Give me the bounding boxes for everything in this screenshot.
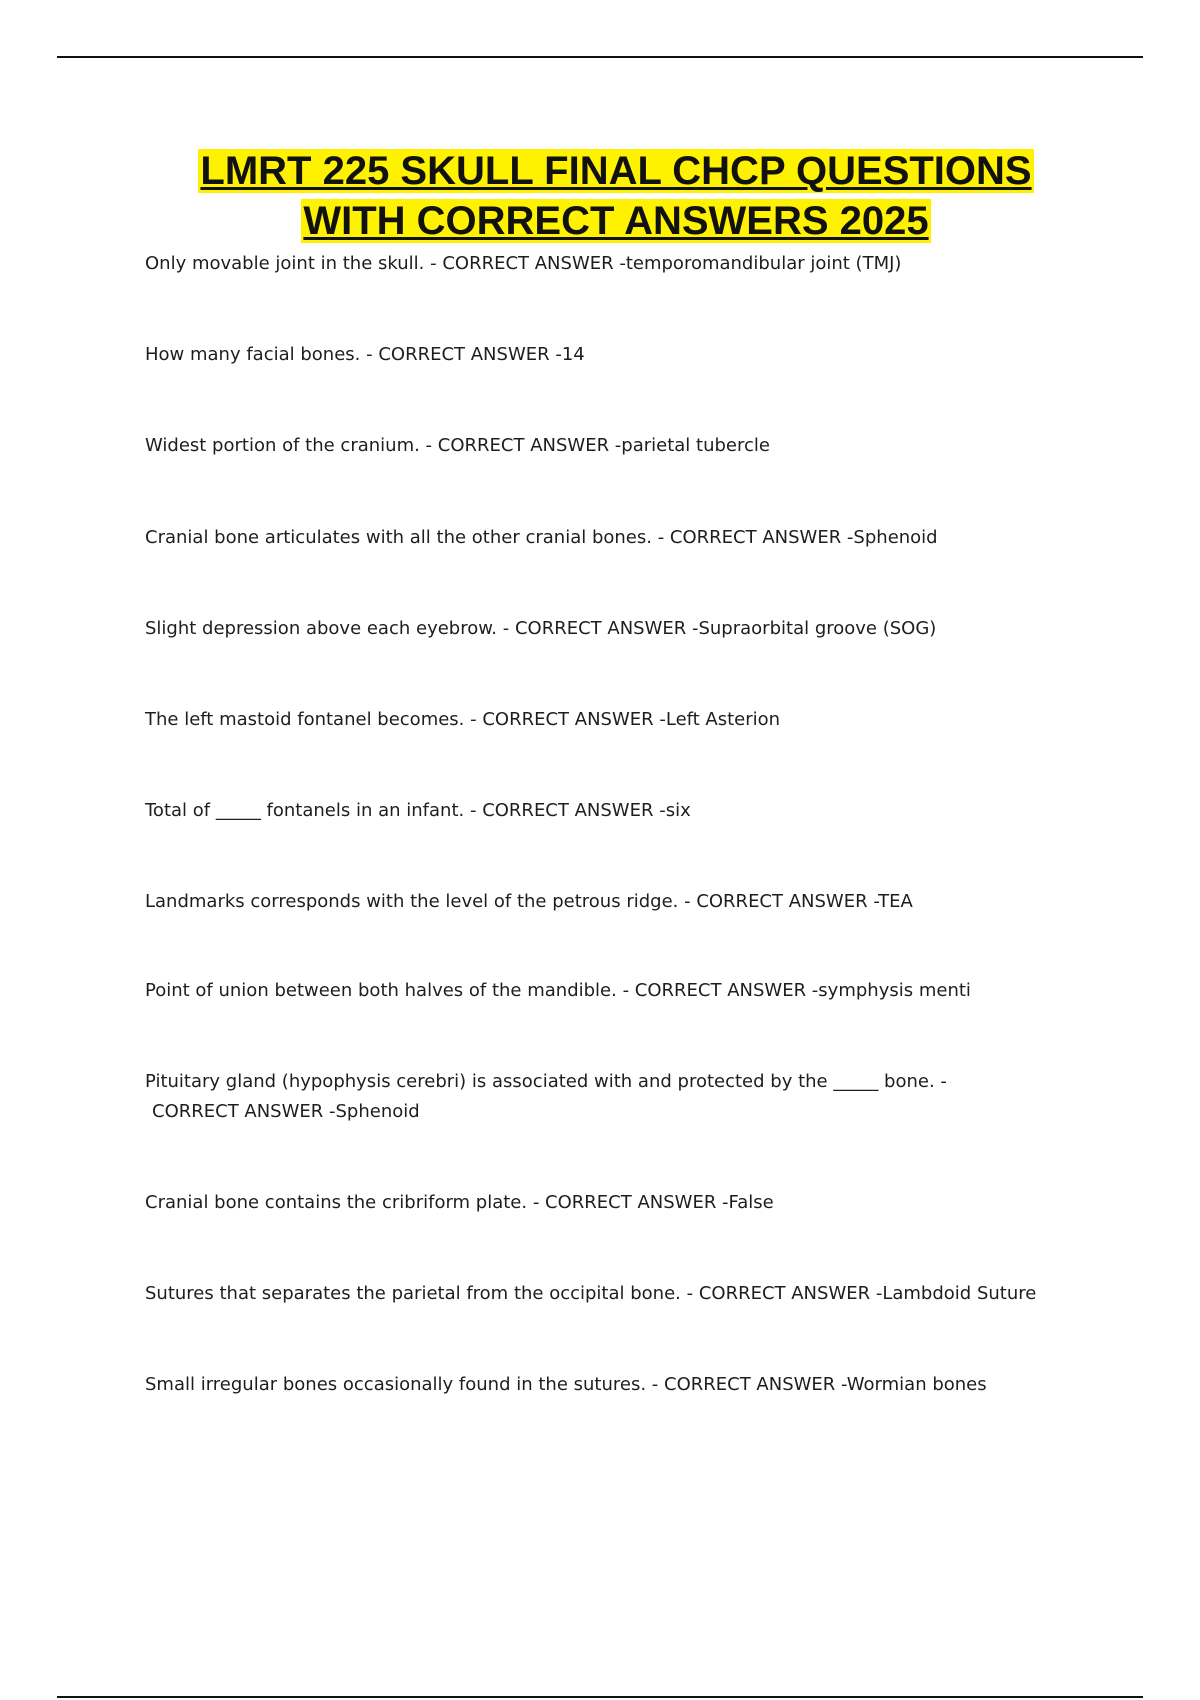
answer-text: CORRECT ANSWER -Sphenoid <box>152 1101 420 1122</box>
question-text: Point of union between both halves of the mandible. - <box>145 980 635 1001</box>
answer-text: CORRECT ANSWER -Sphenoid <box>669 527 938 548</box>
question-text: Widest portion of the cranium. - <box>145 435 438 456</box>
qa-item <box>145 976 1085 1006</box>
qa-item <box>145 523 1085 553</box>
answer-text: CORRECT ANSWER -Wormian bones <box>664 1374 987 1395</box>
question-text: Slight depression above each eyebrow. - <box>145 618 515 639</box>
answer-text: CORRECT ANSWER -Lambdoid Suture <box>698 1283 1037 1304</box>
answer-text: CORRECT ANSWER -TEA <box>696 891 913 912</box>
qa-item <box>145 1188 1085 1218</box>
qa-item <box>145 1279 1085 1309</box>
answer-text: CORRECT ANSWER -temporomandibular joint (TMJ) <box>442 253 902 274</box>
qa-item <box>145 796 1085 826</box>
qa-item <box>145 1067 1085 1127</box>
qa-item <box>145 887 1085 917</box>
answer-text: CORRECT ANSWER -six <box>482 800 691 821</box>
bottom-divider <box>57 1696 1143 1698</box>
answer-text: CORRECT ANSWER -Left Asterion <box>482 709 781 730</box>
qa-item <box>145 431 1085 461</box>
qa-item <box>145 249 1085 279</box>
qa-item <box>145 340 1085 370</box>
document-title <box>100 146 1132 246</box>
title-line-1: LMRT 225 SKULL FINAL CHCP QUESTIONS <box>200 149 1032 193</box>
answer-text: CORRECT ANSWER -Supraorbital groove (SOG) <box>514 618 937 639</box>
question-text: Sutures that separates the parietal from the occipital bone. - <box>145 1283 699 1304</box>
question-text: Landmarks corresponds with the level of the petrous ridge. - <box>145 891 697 912</box>
qa-item <box>145 1370 1085 1400</box>
question-text: Cranial bone contains the cribriform plate. - <box>145 1192 546 1213</box>
answer-text: CORRECT ANSWER -False <box>545 1192 774 1213</box>
question-text: How many facial bones. - <box>145 344 379 365</box>
question-text: Small irregular bones occasionally found in the sutures. - <box>145 1374 665 1395</box>
question-text: Cranial bone articulates with all the other cranial bones. - <box>145 527 670 548</box>
answer-text: CORRECT ANSWER -parietal tubercle <box>437 435 770 456</box>
qa-item <box>145 614 1085 644</box>
answer-text: CORRECT ANSWER -symphysis menti <box>634 980 971 1001</box>
title-line-2: WITH CORRECT ANSWERS 2025 <box>303 199 929 243</box>
qa-item <box>145 705 1085 735</box>
question-text: Pituitary gland (hypophysis cerebri) is associated with and protected by the _____ bone. - <box>145 1071 947 1092</box>
question-text: The left mastoid fontanel becomes. - <box>145 709 483 730</box>
question-text: Total of _____ fontanels in an infant. - <box>145 800 483 821</box>
answer-text: CORRECT ANSWER -14 <box>378 344 585 365</box>
question-text: Only movable joint in the skull. - <box>145 253 443 274</box>
top-divider <box>57 56 1143 58</box>
